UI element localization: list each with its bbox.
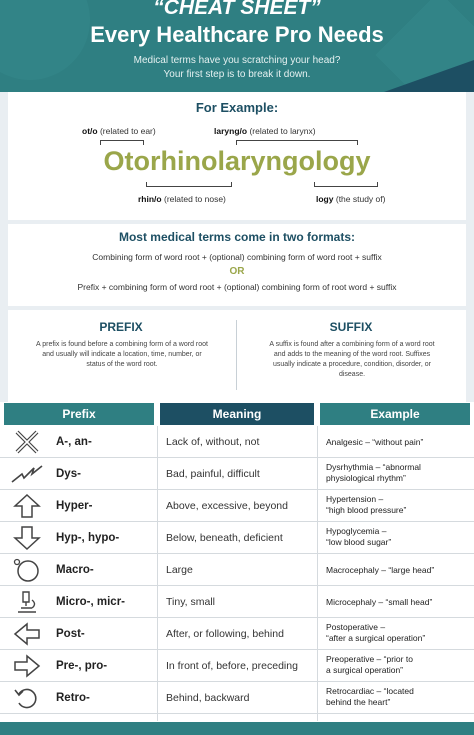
row-meaning: Behind, backward <box>166 692 250 704</box>
prefix-heading: PREFIX <box>99 320 143 334</box>
row-prefix: A-, an- <box>56 436 92 448</box>
format-or: OR <box>229 266 245 277</box>
row-example-line1: Dysrhythmia – “abnormal <box>326 462 421 472</box>
row-example <box>326 586 468 618</box>
formats-heading: Most medical terms come in two formats: <box>118 230 356 244</box>
row-example <box>326 554 468 586</box>
logy-bracket <box>314 182 378 187</box>
logy-term: logy <box>316 194 334 204</box>
row-prefix: Retro- <box>56 692 90 704</box>
row-meaning: Lack of, without, not <box>166 436 260 448</box>
row-example-line1: Preoperative – “prior to <box>326 654 413 664</box>
example-heading: For Example: <box>195 100 279 115</box>
row-meaning: Above, excessive, beyond <box>166 500 288 512</box>
header-subtitle-line1: Medical terms have you scratching your head? <box>133 55 341 66</box>
arrow-right-icon <box>10 654 44 678</box>
arrow-up-icon <box>10 494 44 518</box>
header-banner <box>0 0 474 92</box>
suffix-description: A suffix is found after a combining form of a word root and adds to the meaning of the word root. Suffixes usually indicate a procedure, condition, disorder, or disease. <box>269 341 435 378</box>
table-row <box>0 650 474 682</box>
row-meaning: Tiny, small <box>166 596 216 608</box>
rhino-desc: (related to nose) <box>163 194 226 204</box>
oto-desc: (related to ear) <box>99 126 156 136</box>
header-title-line2: Every Healthcare Pro Needs <box>90 22 384 47</box>
suffix-heading: SUFFIX <box>329 320 373 334</box>
arrow-down-icon <box>10 526 44 550</box>
rewind-icon <box>10 686 44 710</box>
row-example-line2: “after a surgical operation” <box>326 633 426 643</box>
oto-bracket <box>100 140 144 145</box>
footer-bar <box>0 722 474 735</box>
laryngo-term: laryng/o <box>214 126 248 136</box>
column-header-prefix: Prefix <box>4 403 154 425</box>
row-example <box>326 622 468 644</box>
row-meaning: Large <box>166 564 193 576</box>
row-meaning: In front of, before, preceding <box>166 660 298 672</box>
oto-annotation <box>82 126 156 136</box>
row-prefix: Pre-, pro- <box>56 660 108 672</box>
row-prefix: Dys- <box>56 468 81 480</box>
prefix-description: A prefix is found before a combining form of a word root and usually will indicate a location, time, number, or status of the word root. <box>36 341 208 368</box>
row-example-line2: behind the heart” <box>326 697 391 707</box>
example-word: Otorhinolaryngology <box>103 146 371 176</box>
row-prefix: Macro- <box>56 564 94 576</box>
table-row <box>0 586 474 618</box>
laryngo-bracket <box>236 140 358 145</box>
table-row <box>0 618 474 650</box>
row-example <box>326 494 468 516</box>
row-example <box>326 462 468 484</box>
column-header-example: Example <box>320 403 470 425</box>
row-example-line1: Retrocardiac – “located <box>326 686 414 696</box>
arrow-left-icon <box>10 622 44 646</box>
lightning-icon <box>10 462 44 486</box>
prefix-suffix-panel <box>8 310 466 402</box>
row-example-line2: a surgical operation” <box>326 665 404 675</box>
format-line-1: Combining form of word root + (optional) combining form of word root + suffix <box>92 252 382 262</box>
row-meaning: Below, beneath, deficient <box>166 532 283 544</box>
table-row <box>0 458 474 490</box>
format-line-2: Prefix + combining form of word root + (optional) combining form of root word + suffix <box>77 282 397 292</box>
row-example-line1: Microcephaly – “small head” <box>326 597 433 607</box>
row-prefix: Post- <box>56 628 85 640</box>
row-example-line1: Hypoglycemia – <box>326 526 387 536</box>
row-example-line1: Hypertension – <box>326 494 384 504</box>
table-row <box>0 682 474 714</box>
x-icon <box>10 430 44 454</box>
formats-panel <box>8 224 466 306</box>
row-example <box>326 654 468 676</box>
row-example-line1: Analgesic – “without pain” <box>326 437 424 447</box>
table-divider-1 <box>157 426 158 721</box>
row-meaning: Bad, painful, difficult <box>166 468 260 480</box>
row-prefix: Hyp-, hypo- <box>56 532 120 544</box>
row-example-line2: physiological rhythm” <box>326 473 406 483</box>
row-prefix: Micro-, micr- <box>56 596 126 608</box>
row-example-line2: “high blood pressure” <box>326 505 407 515</box>
rhino-annotation <box>138 194 226 204</box>
logy-annotation <box>316 194 385 204</box>
table-divider-2 <box>317 426 318 721</box>
column-header-meaning: Meaning <box>160 403 314 425</box>
laryngo-annotation <box>214 126 316 136</box>
row-example <box>326 426 468 458</box>
logy-desc: (the study of) <box>335 194 386 204</box>
row-example <box>326 526 468 548</box>
table-row <box>0 522 474 554</box>
header-title-line1: “CHEAT SHEET” <box>153 0 321 19</box>
row-meaning: After, or following, behind <box>166 628 284 640</box>
large-circle-icon <box>10 558 44 582</box>
table-row <box>0 426 474 458</box>
row-example-line2: “low blood sugar” <box>326 537 392 547</box>
prefix-suffix-divider <box>236 320 237 390</box>
laryngo-desc: (related to larynx) <box>249 126 316 136</box>
table-row <box>0 554 474 586</box>
microscope-icon <box>10 590 44 614</box>
oto-term: ot/o <box>82 126 98 136</box>
table-row <box>0 490 474 522</box>
prefix-table <box>0 426 474 714</box>
row-example <box>326 686 468 708</box>
header-subtitle-line2: Your first step is to break it down. <box>163 69 311 80</box>
rhino-term: rhin/o <box>138 194 162 204</box>
rhino-bracket <box>146 182 232 187</box>
row-example-line1: Macrocephaly – “large head” <box>326 565 435 575</box>
example-panel <box>8 92 466 220</box>
row-prefix: Hyper- <box>56 500 93 512</box>
row-example-line1: Postoperative – <box>326 622 386 632</box>
